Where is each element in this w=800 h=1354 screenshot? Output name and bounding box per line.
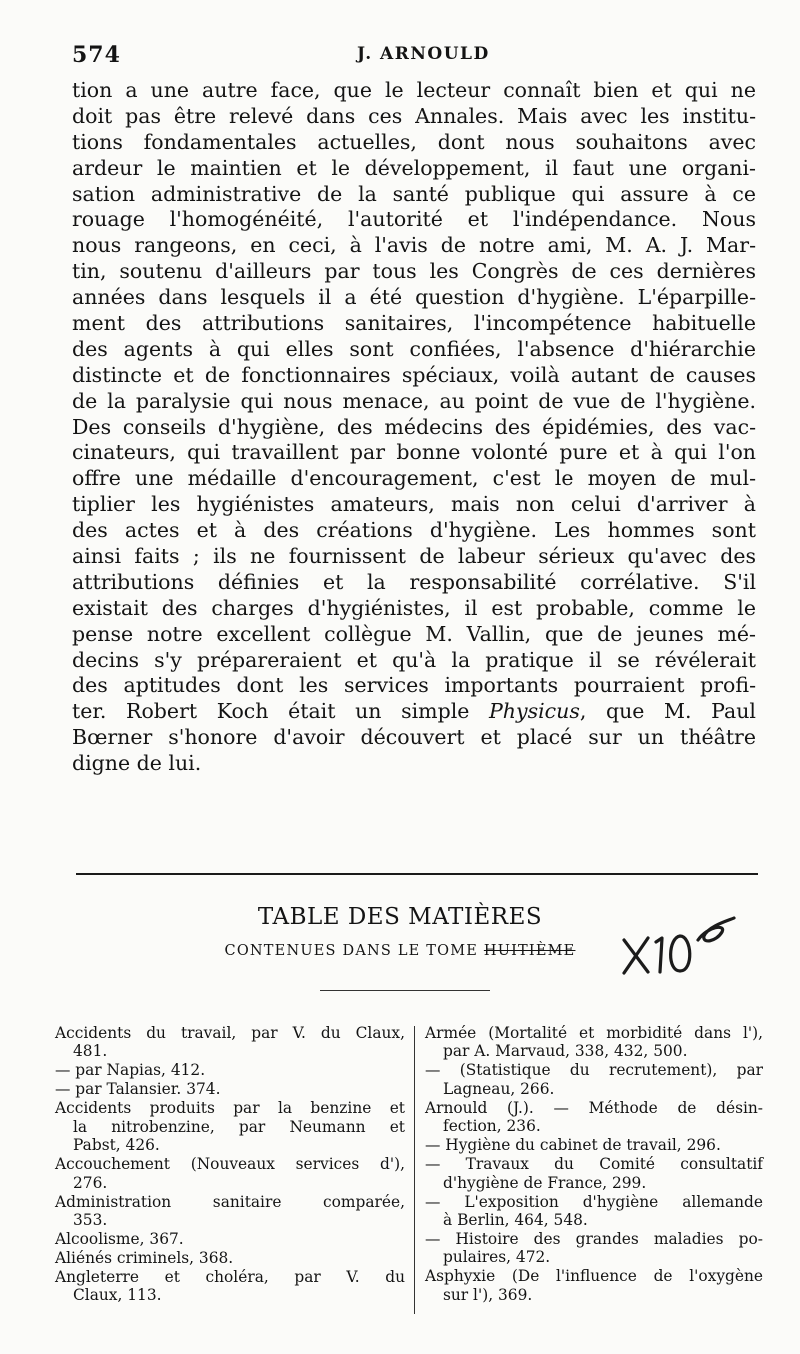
index-entry-continuation: 353. [73,1211,108,1230]
handwritten-annotation [618,916,738,976]
index-entry-heading: — L'exposition d'hygiène allemande [425,1192,763,1211]
body-text-line: digne de lui. [72,751,202,776]
body-text-line: de la paralysie qui nous menace, au point de vue de l'hygiène. [72,388,756,413]
index-entry-continuation: la nitrobenzine, par Neumann et [73,1117,405,1136]
index-entry-heading: Alcoolisme, 367. [55,1230,184,1249]
body-text-line: tions fondamentales actuelles, dont nous souhaitons avec [72,129,756,154]
index-entry [55,1155,405,1192]
column-divider [414,1026,415,1314]
index-entry-heading: — Hygiène du cabinet de travail, 296. [425,1136,721,1155]
toc-subtitle-struck-word: HUITIÈME [483,943,576,959]
body-text [72,78,756,777]
body-text-line: des actes et à des créations d'hygiène. Les hommes sont [72,518,756,543]
index-entry-continuation: pulaires, 472. [443,1248,551,1267]
running-head-author: J. ARNOULD [357,44,490,64]
italic-term: Physicus [489,699,580,724]
index-entry-heading: — par Napias, 412. [55,1061,206,1080]
index-entry-heading: Accidents du travail, par V. du Claux, [55,1024,405,1042]
index-entry-continuation: à Berlin, 464, 548. [443,1211,588,1230]
body-text-line [72,699,756,725]
page-number: 574 [72,42,121,68]
index-entry-continuation: Lagneau, 266. [443,1079,555,1098]
index-entry-continuation: 481. [73,1042,108,1061]
toc-subtitle-text: CONTENUES DANS LE TOME [224,943,479,959]
index-entry [425,1136,763,1154]
body-text-line: années dans lesquels il a été question d'hygiène. L'éparpille- [72,285,756,310]
body-text-line: cinateurs, qui travaillent par bonne volonté pure et à qui l'on [72,440,756,465]
running-head [72,42,762,72]
index-entry [425,1230,763,1267]
section-rule [76,873,758,875]
body-text-line: distincte et de fonctionnaires spéciaux, voilà autant de causes [72,362,756,387]
index-entry-continuation: 276. [73,1173,108,1192]
index-entry [425,1267,763,1304]
index-entry [425,1061,763,1098]
body-text-line: tin, soutenu d'ailleurs par tous les Congrès de ces dernières [72,259,756,284]
body-text-line: ardeur le maintien et le développement, il faut une organi- [72,155,756,180]
body-text-line: ainsi faits ; ils ne fournissent de labeur sérieux qu'avec des [72,544,756,569]
body-text-line: pense notre excellent collègue M. Vallin, que de jeunes mé- [72,621,756,646]
body-text-line: tion a une autre face, que le lecteur connaît bien et qui ne [72,78,756,102]
body-text-line: offre une médaille d'encouragement, c'est le moyen de mul- [72,466,756,491]
body-text-line: Bœrner s'honore d'avoir découvert et placé sur un théâtre [72,725,756,750]
index-entry [55,1268,405,1305]
body-text-line: tiplier les hygiénistes amateurs, mais non celui d'arriver à [72,492,756,517]
index-entry-heading: Asphyxie (De l'influence de l'oxygène [425,1267,763,1286]
index-entry [425,1193,763,1230]
index-entry-heading: — Travaux du Comité consultatif [425,1155,763,1174]
index-entry-heading: Aliénés criminels, 368. [55,1249,234,1268]
index-entry-heading: Angleterre et choléra, par V. du [55,1268,405,1287]
index-entry-continuation: d'hygiène de France, 299. [443,1173,647,1192]
index-entry-continuation: Pabst, 426. [73,1136,160,1155]
index-entry-heading: — Histoire des grandes maladies po- [425,1230,763,1249]
body-text-line: ment des attributions sanitaires, l'incompétence habituelle [72,311,756,336]
index-entry [425,1099,763,1136]
index-entry [55,1080,405,1098]
index-entry-heading: Accidents produits par la benzine et [55,1099,405,1118]
index-entry [55,1099,405,1154]
index-column-right [425,1024,763,1305]
index-entry-continuation: fection, 236. [443,1117,541,1136]
index-entry [425,1155,763,1192]
index-entry [55,1061,405,1079]
body-text-line: des aptitudes dont les services importants pourraient profi- [72,673,756,698]
index-entry-continuation: par A. Marvaud, 338, 432, 500. [443,1042,688,1061]
short-rule [320,990,490,991]
body-text-line: des agents à qui elles sont confiées, l'absence d'hiérarchie [72,336,756,361]
body-text-line: existait des charges d'hygiénistes, il est probable, comme le [72,595,756,620]
index-entry-heading: Administration sanitaire comparée, [55,1192,405,1211]
index-entry-heading: — (Statistique du recrutement), par [425,1061,763,1080]
index-entry-heading: Armée (Mortalité et morbidité dans l'), [425,1024,763,1042]
index-entry-continuation: sur l'), 369. [443,1285,533,1304]
index-entry-heading: — par Talansier. 374. [55,1080,221,1099]
index-entry-heading: Accouchement (Nouveaux services d'), [55,1155,405,1174]
body-text-line: nous rangeons, en ceci, à l'avis de notre ami, M. A. J. Mar- [72,233,756,258]
body-text-line: sation administrative de la santé publique qui assure à ce [72,181,756,206]
body-text-line: decins s'y prépareraient et qu'à la pratique il se révélerait [72,647,756,672]
index-entry [55,1193,405,1230]
body-text-line: doit pas être relevé dans ces Annales. Mais avec les institu- [72,103,756,128]
body-text-line: attributions définies et la responsabilité corrélative. S'il [72,569,756,594]
index-entry-heading: Arnould (J.). — Méthode de désin- [425,1098,763,1117]
index-column-left [55,1024,405,1305]
body-text-line: Des conseils d'hygiène, des médecins des épidémies, des vac- [72,414,756,439]
body-text-fragment: ter. Robert Koch était un simple [72,699,489,724]
index-entry [55,1230,405,1248]
body-text-line: rouage l'homogénéité, l'autorité et l'indépendance. Nous [72,207,756,232]
body-text-fragment: , que M. Paul [579,699,756,724]
toc-title: TABLE DES MATIÈRES [257,904,543,930]
index-entry [55,1024,405,1061]
index-entry-continuation: Claux, 113. [73,1286,162,1305]
index-entry [55,1249,405,1267]
index-entry [425,1024,763,1061]
